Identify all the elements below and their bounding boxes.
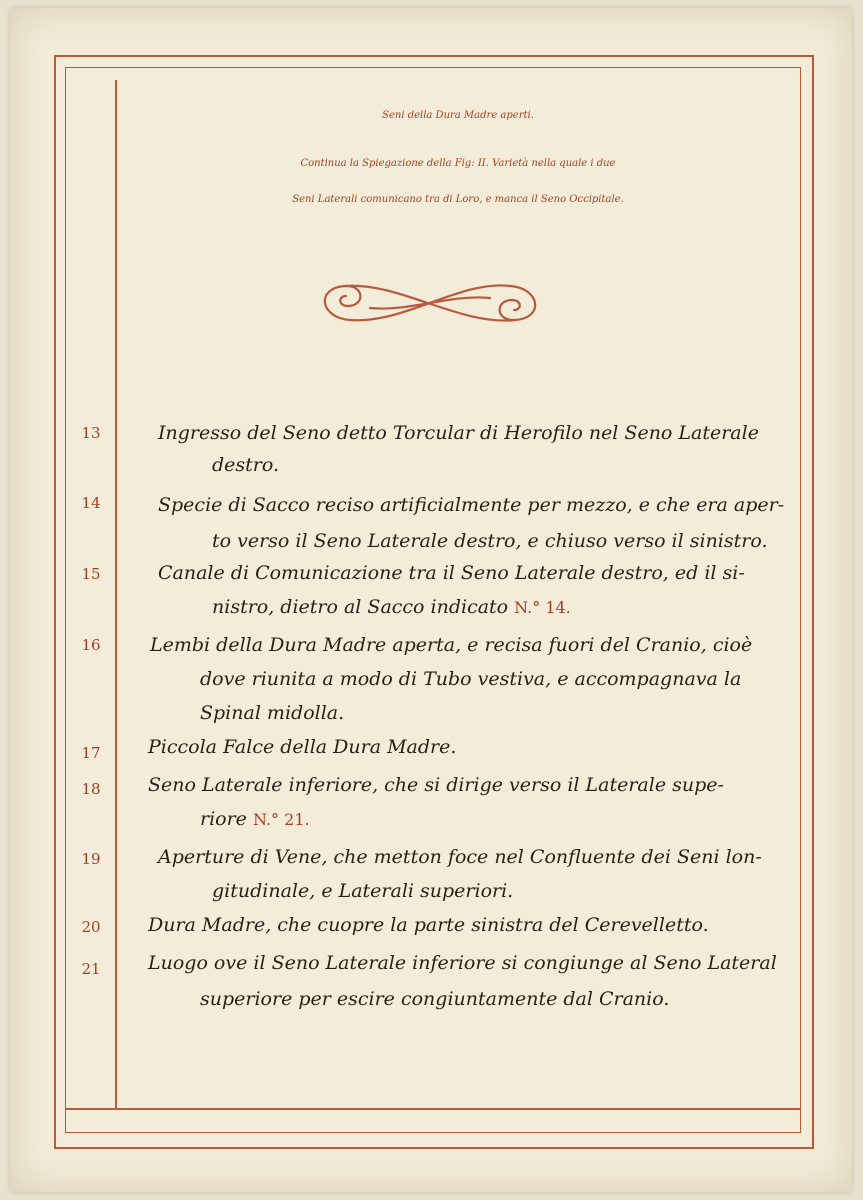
entry-text: Spinal midolla. [200, 702, 345, 724]
entry-text: nistro, dietro al Sacco indicato [212, 596, 509, 618]
entry-number: 14 [81, 494, 101, 512]
page-title: Seni della Dura Madre aperti. [382, 110, 534, 121]
flourish-ornament [310, 268, 550, 338]
entry-text: dove riunita a modo di Tubo vestiva, e accompagnava la [200, 668, 742, 690]
entry-text-with-ref [212, 596, 571, 618]
subtitle-line-1: Continua la Spiegazione della Fig: II. Varietà nella quale i due [300, 158, 616, 169]
entry-text: Ingresso del Seno detto Torcular di Herofilo nel Seno Laterale [158, 422, 759, 444]
entry-number: 13 [81, 424, 101, 442]
entry-text: Piccola Falce della Dura Madre. [148, 736, 457, 758]
entry-text: Luogo ove il Seno Laterale inferiore si congiunge al Seno Lateral [148, 952, 777, 974]
entry-text: riore [200, 808, 247, 830]
entry-text: to verso il Seno Laterale destro, e chiuso verso il sinistro. [212, 530, 768, 552]
entry-number: 20 [81, 918, 101, 936]
entry-number: 21 [81, 960, 101, 978]
entry-number: 17 [81, 744, 101, 762]
bottom-rule [65, 1108, 801, 1110]
entry-number: 15 [81, 565, 101, 583]
entry-text-with-ref [200, 808, 310, 830]
cross-reference: N.° 21. [252, 810, 310, 829]
entry-text: Dura Madre, che cuopre la parte sinistra del Cerevelletto. [148, 914, 709, 936]
entry-text: Aperture di Vene, che metton foce nel Confluente dei Seni lon- [158, 846, 762, 868]
entry-text: Canale di Comunicazione tra il Seno Laterale destro, ed il si- [158, 562, 745, 584]
entry-text: gitudinale, e Laterali superiori. [212, 880, 514, 902]
entry-text: Seno Laterale inferiore, che si dirige verso il Laterale supe- [148, 774, 724, 796]
cross-reference: N.° 14. [514, 598, 571, 617]
entry-text: superiore per escire congiuntamente dal Cranio. [200, 988, 670, 1010]
margin-rule [115, 80, 117, 1108]
entry-number: 16 [81, 636, 101, 654]
entry-text: Lembi della Dura Madre aperta, e recisa fuori del Cranio, cioè [150, 634, 753, 656]
entry-text: destro. [212, 454, 280, 476]
subtitle-line-2: Seni Laterali comunicano tra di Loro, e manca il Seno Occipitale. [292, 194, 624, 205]
entry-number: 18 [81, 780, 101, 798]
entry-text: Specie di Sacco reciso artificialmente per mezzo, e che era aper- [158, 494, 785, 516]
entry-number: 19 [81, 850, 101, 868]
